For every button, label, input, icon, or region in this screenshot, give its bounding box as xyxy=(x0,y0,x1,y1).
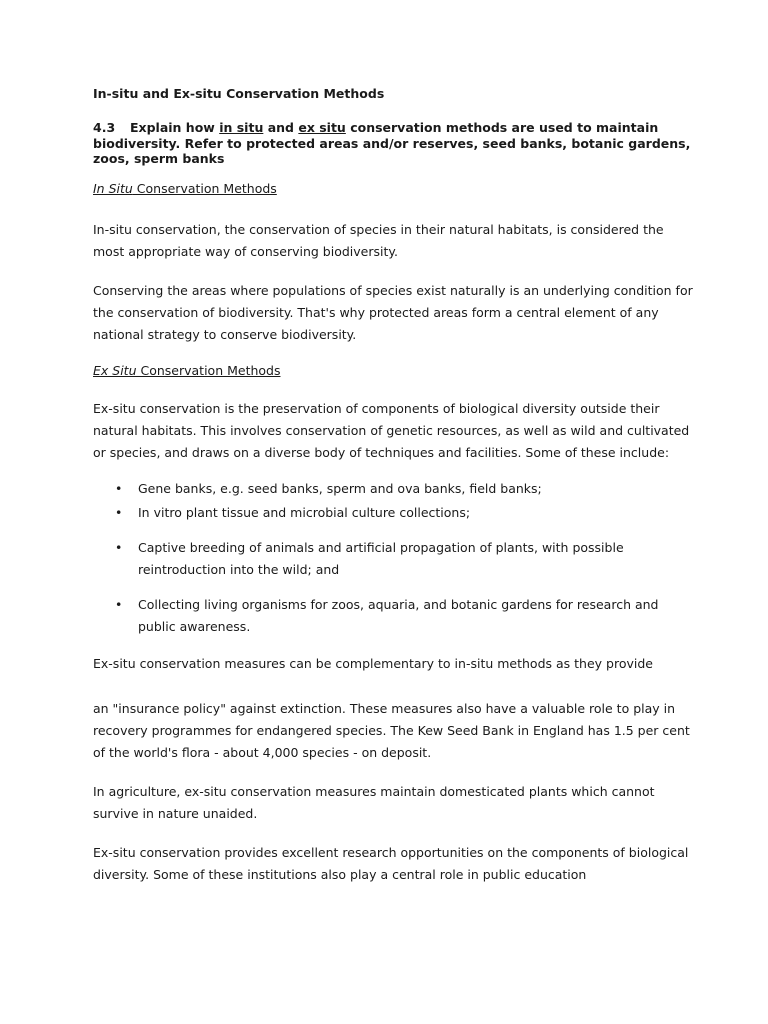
list-item-text: Captive breeding of animals and artificial propagation of plants, with possible reintroduction into the wild; and xyxy=(138,539,624,577)
bullet-icon: • xyxy=(115,539,123,555)
list-item xyxy=(93,594,693,638)
question-part-3: conservation methods are used to maintain biodiversity. Refer to protected areas and/or reserves, seed banks, botanic gardens, zoos, sperm banks xyxy=(93,120,691,166)
closing-paragraph-3: In agriculture, ex-situ conservation measures maintain domesticated plants which cannot survive in nature unaided. xyxy=(93,783,655,821)
ex-situ-heading-italic: Ex Situ xyxy=(93,362,137,378)
document-body xyxy=(93,86,693,886)
list-item xyxy=(93,478,693,500)
in-situ-paragraph-2: Conserving the areas where populations of species exist naturally is an underlying condition for the conservation of biodiversity. That's why protected areas form a central element of any national strategy to conserve biodiversity. xyxy=(93,282,693,342)
ex-situ-methods-list xyxy=(93,478,693,638)
question-part-2: and xyxy=(263,120,299,135)
in-situ-heading-italic: In Situ xyxy=(93,180,133,196)
question-in-situ: in situ xyxy=(219,120,264,135)
bullet-icon: • xyxy=(115,504,123,520)
closing-paragraph-1: Ex-situ conservation measures can be complementary to in-situ methods as they provide xyxy=(93,655,653,671)
list-item-text: Collecting living organisms for zoos, aquaria, and botanic gardens for research and public awareness. xyxy=(138,596,659,634)
ex-situ-intro: Ex-situ conservation is the preservation of components of biological diversity outside their natural habitats. This involves conservation of genetic resources, as well as wild and cultivated or species, and draws on a diverse body of techniques and facilities. Some of these include: xyxy=(93,400,690,460)
question-ex-situ: ex situ xyxy=(298,120,346,135)
closing-paragraph-4: Ex-situ conservation provides excellent research opportunities on the components of biological diversity. Some of these institutions also play a central role in public education xyxy=(93,844,689,882)
list-item xyxy=(93,502,693,524)
list-item-text: Gene banks, e.g. seed banks, sperm and ova banks, field banks; xyxy=(138,480,542,496)
in-situ-paragraph-1: In-situ conservation, the conservation of species in their natural habitats, is considered the most appropriate way of conserving biodiversity. xyxy=(93,221,664,259)
in-situ-heading-rest: Conservation Methods xyxy=(132,180,277,196)
bullet-icon: • xyxy=(115,596,123,612)
question-part-1: Explain how xyxy=(130,120,220,135)
list-item xyxy=(93,537,693,581)
document-title: In-situ and Ex-situ Conservation Methods xyxy=(93,86,385,101)
bullet-icon: • xyxy=(115,480,123,496)
question-number: 4.3 xyxy=(93,120,116,135)
ex-situ-heading-rest: Conservation Methods xyxy=(136,362,281,378)
closing-paragraph-2: an "insurance policy" against extinction. These measures also have a valuable role to play in recovery programmes for endangered species. The Kew Seed Bank in England has 1.5 per cent of the world's flora - about 4,000 species - on deposit. xyxy=(93,700,690,760)
ex-situ-heading xyxy=(93,363,693,379)
question-text xyxy=(93,120,693,167)
list-item-text: In vitro plant tissue and microbial culture collections; xyxy=(138,504,471,520)
in-situ-heading xyxy=(93,181,693,197)
